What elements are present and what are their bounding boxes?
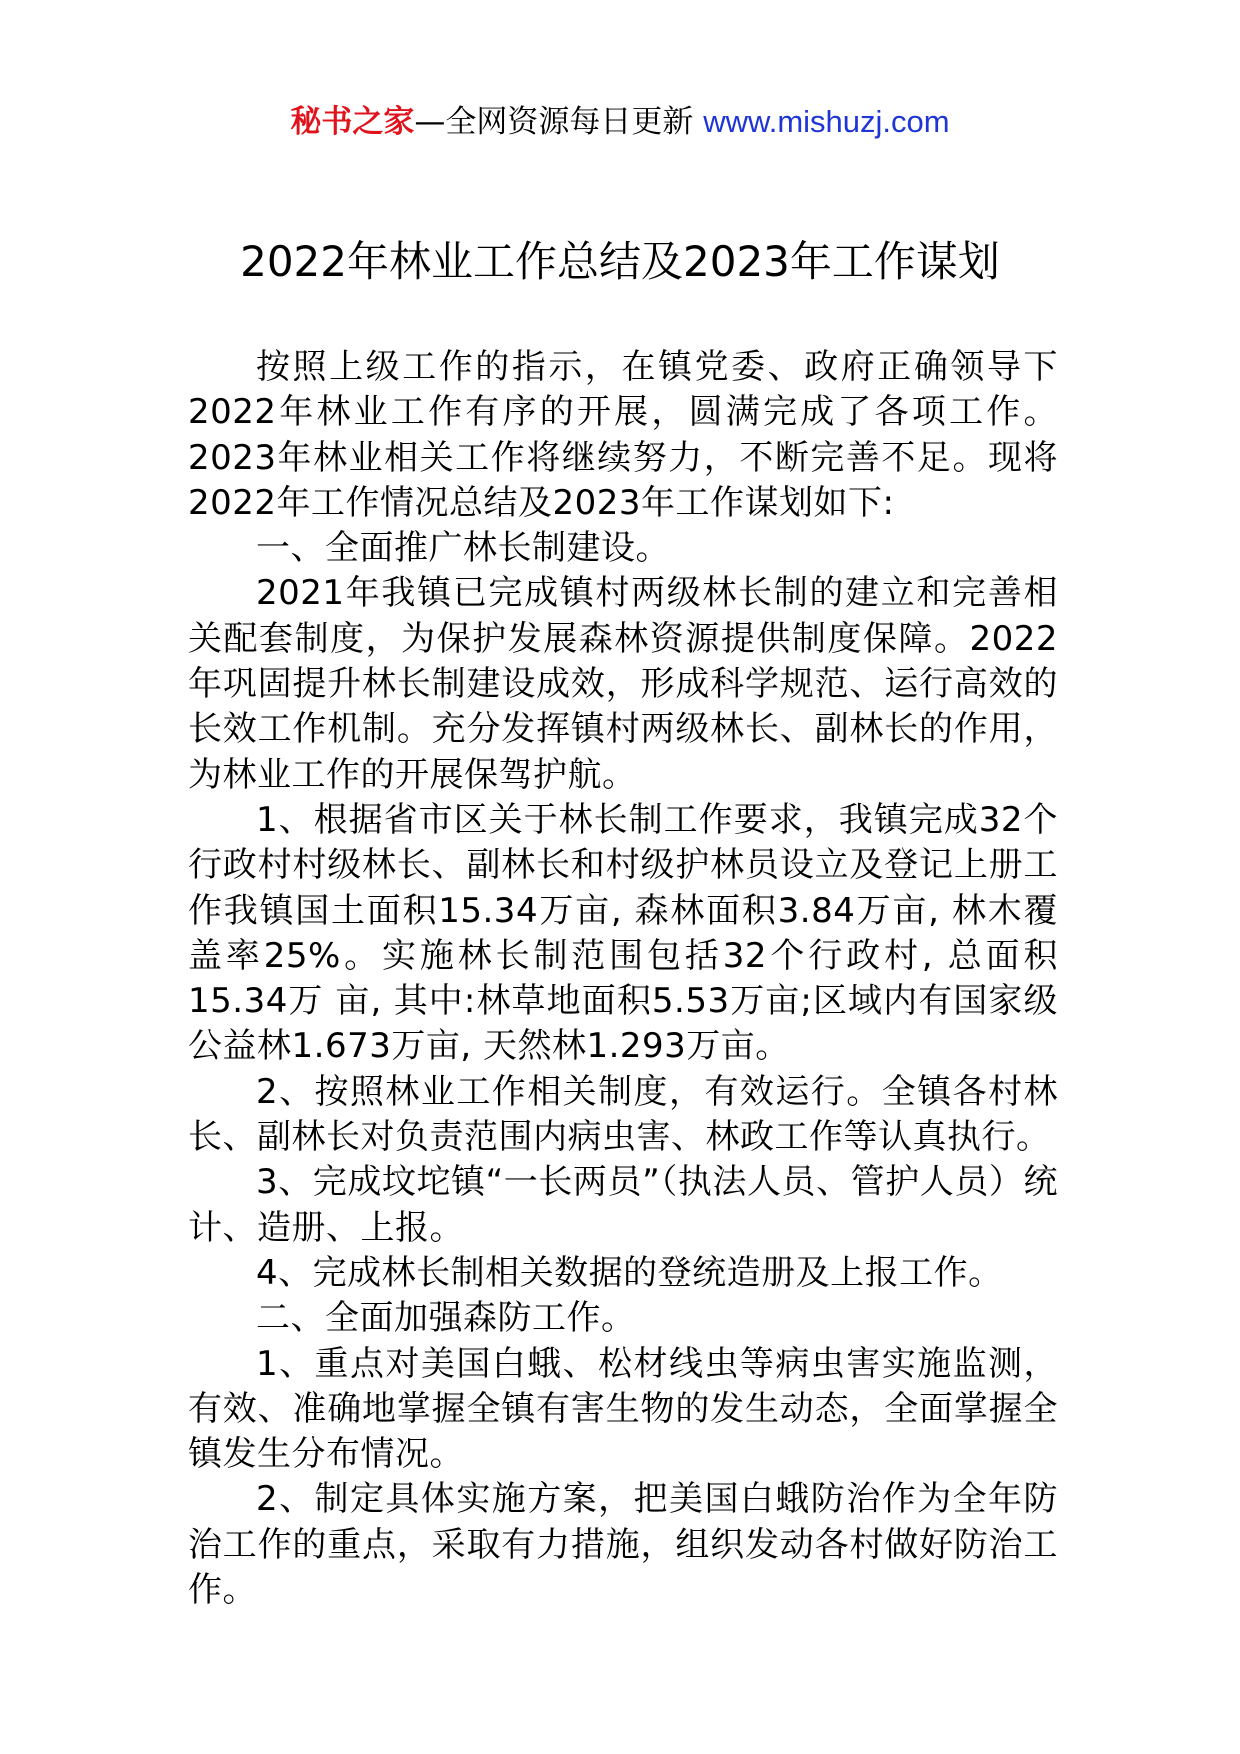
list-item: 3、完成坟坨镇“一长两员”（执法人员、管护人员）统计、造册、上报。	[188, 1162, 1058, 1248]
list-item: 1、重点对美国白蛾、松材线虫等病虫害实施监测，有效、准确地掌握全镇有害生物的发生动态，全面掌握全镇发生分布情况。	[188, 1343, 1058, 1475]
document-body	[188, 345, 1058, 1613]
list-item: 2、制定具体实施方案，把美国白蛾防治作为全年防治工作的重点，采取有力措施，组织发动各村做好防治工作。	[188, 1479, 1058, 1611]
paragraph-intro: 按照上级工作的指示，在镇党委、政府正确领导下2022年林业工作有序的开展，圆满完成了各项工作。2023年林业相关工作将继续努力，不断完善不足。现将2022年工作情况总结及2023年工作谋划如下:	[188, 347, 1058, 523]
banner-tagline: —全网资源每日更新	[414, 104, 694, 140]
section-heading-1: 一、全面推广林长制建设。	[256, 528, 670, 569]
section-heading-2: 二、全面加强森防工作。	[256, 1298, 636, 1339]
list-item: 1、根据省市区关于林长制工作要求，我镇完成32个行政村村级林长、副林长和村级护林员设立及登记上册工作我镇国土面积15.34万亩, 森林面积3.84万亩, 林木覆盖率25%。实施林长制范围包括32个行政村, 总面积15.34万 亩, 其中:林草地面积5.53万亩;区域内有国家级公益林1.673万亩, 天然林1.293万亩。	[188, 799, 1058, 1067]
site-link[interactable]: www.mishuzj.com	[703, 104, 950, 139]
brand-name: 秘书之家	[290, 104, 415, 140]
site-banner	[0, 100, 1240, 144]
paragraph: 2021年我镇已完成镇村两级林长制的建立和完善相关配套制度，为保护发展森林资源提供制度保障。2022年巩固提升林长制建设成效，形成科学规范、运行高效的长效工作机制。充分发挥镇村两级林长、副林长的作用，为林业工作的开展保驾护航。	[188, 573, 1058, 795]
list-item: 2、按照林业工作相关制度，有效运行。全镇各村林长、副林长对负责范围内病虫害、林政工作等认真执行。	[188, 1071, 1058, 1158]
list-item: 4、完成林长制相关数据的登统造册及上报工作。	[256, 1252, 1003, 1293]
document-title: 2022年林业工作总结及2023年工作谋划	[240, 237, 1000, 286]
